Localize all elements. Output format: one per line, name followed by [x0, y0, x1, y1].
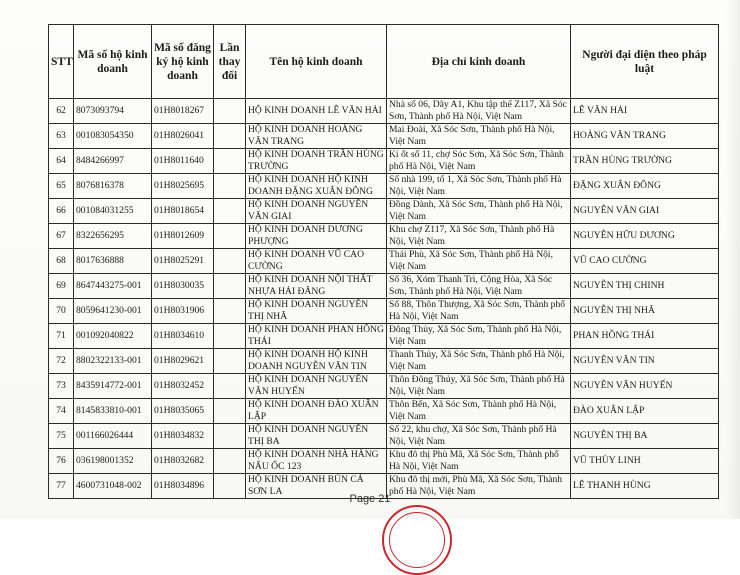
- representative-cell: LÊ VĂN HẢI: [571, 99, 719, 124]
- business-name-cell: HỘ KINH DOANH PHAN HỒNG THÁI: [246, 324, 387, 349]
- business-address-cell: Thái Phù, Xã Sóc Sơn, Thành phố Hà Nội, Việt Nam: [387, 249, 571, 274]
- table-row: [49, 224, 719, 249]
- registration-code-cell: 01H8025291: [152, 249, 214, 274]
- change-count-cell: [214, 149, 246, 174]
- stt-cell: 72: [49, 349, 74, 374]
- business-name-cell: HỘ KINH DOANH LÊ VĂN HẢI: [246, 99, 387, 124]
- page-number: Page 21: [349, 493, 391, 505]
- change-count-cell: [214, 349, 246, 374]
- stt-cell: 75: [49, 424, 74, 449]
- stt-cell: 63: [49, 124, 74, 149]
- business-name-cell: HỘ KINH DOANH HỘ KINH DOANH NGUYỄN VĂN TIN: [246, 349, 387, 374]
- representative-cell: LÊ THANH HÙNG: [571, 474, 719, 499]
- stt-cell: 77: [49, 474, 74, 499]
- business-name-cell: HỘ KINH DOANH VŨ CAO CƯỜNG: [246, 249, 387, 274]
- registration-code-cell: 01H8034896: [152, 474, 214, 499]
- registration-code-cell: 01H8011640: [152, 149, 214, 174]
- table-row: [49, 274, 719, 299]
- business-name-cell: HỘ KINH DOANH DƯƠNG PHƯỢNG: [246, 224, 387, 249]
- representative-cell: VŨ THÙY LINH: [571, 449, 719, 474]
- representative-cell: VŨ CAO CƯỜNG: [571, 249, 719, 274]
- stt-cell: 71: [49, 324, 74, 349]
- business-code-cell: 001166026444: [74, 424, 152, 449]
- change-count-cell: [214, 99, 246, 124]
- stt-cell: 67: [49, 224, 74, 249]
- business-code-cell: 036198001352: [74, 449, 152, 474]
- business-code-cell: 8059641230-001: [74, 299, 152, 324]
- business-name-cell: HỘ KINH DOANH NGUYỄN VĂN HUYẾN: [246, 374, 387, 399]
- registration-code-cell: 01H8030035: [152, 274, 214, 299]
- table-row: [49, 299, 719, 324]
- business-address-cell: Số 36, Xóm Thanh Trì, Cộng Hòa, Xã Sóc Sơn, Thành phố Hà Nội, Việt Nam: [387, 274, 571, 299]
- table-row: [49, 449, 719, 474]
- header-business-code: Mã số hộ kinh doanh: [74, 25, 152, 99]
- business-address-cell: Số 88, Thôn Thượng, Xã Sóc Sơn, Thành phố Hà Nội, Việt Nam: [387, 299, 571, 324]
- business-address-cell: Ki ốt số 11, chợ Sóc Sơn, Xã Sóc Sơn, Thành phố Hà Nội, Việt Nam: [387, 149, 571, 174]
- business-address-cell: Thôn Đông Thủy, Xã Sóc Sơn, Thành phố Hà Nội, Việt Nam: [387, 374, 571, 399]
- representative-cell: NGUYỄN VĂN HUYẾN: [571, 374, 719, 399]
- stt-cell: 74: [49, 399, 74, 424]
- change-count-cell: [214, 224, 246, 249]
- business-code-cell: 4600731048-002: [74, 474, 152, 499]
- registration-code-cell: 01H8029621: [152, 349, 214, 374]
- change-count-cell: [214, 249, 246, 274]
- table-header: [49, 25, 719, 99]
- stt-cell: 73: [49, 374, 74, 399]
- table-row: [49, 149, 719, 174]
- business-code-cell: 8484266997: [74, 149, 152, 174]
- business-address-cell: Khu đô thị Phù Mã, Xã Sóc Sơn, Thành phố Hà Nội, Việt Nam: [387, 449, 571, 474]
- table-row: [49, 399, 719, 424]
- representative-cell: ĐẶNG XUÂN ĐÔNG: [571, 174, 719, 199]
- stt-cell: 66: [49, 199, 74, 224]
- business-code-cell: 8322656295: [74, 224, 152, 249]
- header-stt: STT: [49, 25, 74, 99]
- change-count-cell: [214, 299, 246, 324]
- representative-cell: NGUYỄN VĂN GIAI: [571, 199, 719, 224]
- change-count-cell: [214, 324, 246, 349]
- business-address-cell: Đông Thủy, Xã Sóc Sơn, Thành phố Hà Nội, Việt Nam: [387, 324, 571, 349]
- representative-cell: PHAN HỒNG THÁI: [571, 324, 719, 349]
- change-count-cell: [214, 174, 246, 199]
- stt-cell: 69: [49, 274, 74, 299]
- stamp-inner-ring: [389, 512, 445, 568]
- business-code-cell: 001084031255: [74, 199, 152, 224]
- registration-code-cell: 01H8025695: [152, 174, 214, 199]
- business-address-cell: Số 22, khu chợ, Xã Sóc Sơn, Thành phố Hà Nội, Việt Nam: [387, 424, 571, 449]
- table-row: [49, 349, 719, 374]
- change-count-cell: [214, 199, 246, 224]
- registration-code-cell: 01H8034610: [152, 324, 214, 349]
- representative-cell: NGUYỄN THỊ BA: [571, 424, 719, 449]
- table-row: [49, 124, 719, 149]
- table-row: [49, 374, 719, 399]
- registration-code-cell: 01H8034832: [152, 424, 214, 449]
- business-name-cell: HỘ KINH DOANH BÚN CÁ SƠN LA: [246, 474, 387, 499]
- header-business-name: Tên hộ kinh doanh: [246, 25, 387, 99]
- business-name-cell: HỘ KINH DOANH NHÀ HÀNG NẤU ỐC 123: [246, 449, 387, 474]
- business-code-cell: 8073093794: [74, 99, 152, 124]
- business-code-cell: 8076816378: [74, 174, 152, 199]
- stt-cell: 62: [49, 99, 74, 124]
- business-address-cell: Nhà số 06, Dãy A1, Khu tập thể Z117, Xã Sóc Sơn, Thành phố Hà Nội, Việt Nam: [387, 99, 571, 124]
- registration-code-cell: 01H8032452: [152, 374, 214, 399]
- business-registry-table: [48, 24, 719, 499]
- change-count-cell: [214, 449, 246, 474]
- table-row: [49, 324, 719, 349]
- business-code-cell: 8145833810-001: [74, 399, 152, 424]
- representative-cell: ĐÀO XUÂN LẬP: [571, 399, 719, 424]
- business-code-cell: 001083054350: [74, 124, 152, 149]
- table-row: [49, 424, 719, 449]
- header-legal-representative: Người đại diện theo pháp luật: [571, 25, 719, 99]
- page-edge-shadow: [726, 0, 740, 519]
- business-address-cell: Thanh Thủy, Xã Sóc Sơn, Thành phố Hà Nội, Việt Nam: [387, 349, 571, 374]
- stt-cell: 76: [49, 449, 74, 474]
- change-count-cell: [214, 424, 246, 449]
- business-name-cell: HỘ KINH DOANH HỘ KINH DOANH ĐẶNG XUÂN ĐÔNG: [246, 174, 387, 199]
- registration-code-cell: 01H8035065: [152, 399, 214, 424]
- representative-cell: TRẦN HÙNG TRƯỜNG: [571, 149, 719, 174]
- registration-code-cell: 01H8031906: [152, 299, 214, 324]
- business-name-cell: HỘ KINH DOANH TRẦN HÙNG TRƯỜNG: [246, 149, 387, 174]
- registration-code-cell: 01H8012609: [152, 224, 214, 249]
- stt-cell: 70: [49, 299, 74, 324]
- business-code-cell: 8017636888: [74, 249, 152, 274]
- business-code-cell: 8435914772-001: [74, 374, 152, 399]
- business-address-cell: Số nhà 199, tổ 1, Xã Sóc Sơn, Thành phố Hà Nội, Việt Nam: [387, 174, 571, 199]
- registration-code-cell: 01H8026041: [152, 124, 214, 149]
- header-business-address: Địa chỉ kinh doanh: [387, 25, 571, 99]
- business-name-cell: HỘ KINH DOANH HOÀNG VĂN TRANG: [246, 124, 387, 149]
- table-row: [49, 249, 719, 274]
- change-count-cell: [214, 399, 246, 424]
- business-code-cell: 001092040822: [74, 324, 152, 349]
- business-code-cell: 8647443275-001: [74, 274, 152, 299]
- table-row: [49, 199, 719, 224]
- representative-cell: NGUYỄN THỊ CHINH: [571, 274, 719, 299]
- business-address-cell: Đồng Dành, Xã Sóc Sơn, Thành phố Hà Nội, Việt Nam: [387, 199, 571, 224]
- stt-cell: 64: [49, 149, 74, 174]
- stt-cell: 65: [49, 174, 74, 199]
- business-address-cell: Khu chợ Z117, Xã Sóc Sơn, Thành phố Hà Nội, Việt Nam: [387, 224, 571, 249]
- table-body: [49, 99, 719, 499]
- header-registration-code: Mã số đăng ký hộ kinh doanh: [152, 25, 214, 99]
- business-name-cell: HỘ KINH DOANH NỘI THẤT NHỰA HẢI ĐĂNG: [246, 274, 387, 299]
- header-row: [49, 25, 719, 99]
- official-seal-stamp: [382, 505, 452, 575]
- representative-cell: NGUYỄN HỮU DƯƠNG: [571, 224, 719, 249]
- registration-code-cell: 01H8032682: [152, 449, 214, 474]
- stt-cell: 68: [49, 249, 74, 274]
- business-address-cell: Thôn Bến, Xã Sóc Sơn, Thành phố Hà Nội, Việt Nam: [387, 399, 571, 424]
- business-name-cell: HỘ KINH DOANH NGUYỄN VĂN GIAI: [246, 199, 387, 224]
- header-change-count: Lần thay đổi: [214, 25, 246, 99]
- business-code-cell: 8802322133-001: [74, 349, 152, 374]
- representative-cell: NGUYỄN THỊ NHÃ: [571, 299, 719, 324]
- representative-cell: HOÀNG VĂN TRANG: [571, 124, 719, 149]
- table-row: [49, 99, 719, 124]
- registration-code-cell: 01H8018267: [152, 99, 214, 124]
- business-address-cell: Mai Đoài, Xã Sóc Sơn, Thành phố Hà Nội, Việt Nam: [387, 124, 571, 149]
- change-count-cell: [214, 124, 246, 149]
- change-count-cell: [214, 374, 246, 399]
- change-count-cell: [214, 274, 246, 299]
- business-name-cell: HỘ KINH DOANH NGUYỄN THỊ BA: [246, 424, 387, 449]
- business-address-cell: Khu đô thị mới, Phù Mã, Xã Sóc Sơn, Thành phố Hà Nội, Việt Nam: [387, 474, 571, 499]
- business-name-cell: HỘ KINH DOANH ĐÀO XUÂN LẬP: [246, 399, 387, 424]
- table-row: [49, 174, 719, 199]
- representative-cell: NGUYỄN VĂN TIN: [571, 349, 719, 374]
- registration-code-cell: 01H8018654: [152, 199, 214, 224]
- business-name-cell: HỘ KINH DOANH NGUYỄN THỊ NHÃ: [246, 299, 387, 324]
